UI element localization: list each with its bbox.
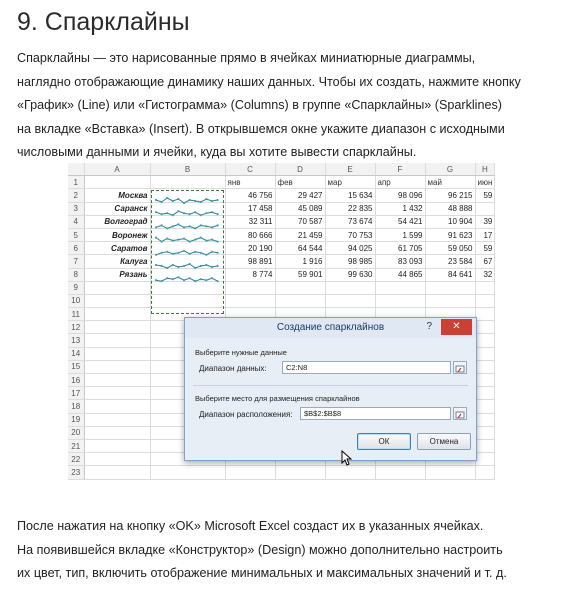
row-header[interactable]: 5 — [68, 228, 84, 241]
cell[interactable] — [375, 294, 425, 307]
data-range-input[interactable]: C2:N8 — [282, 361, 451, 374]
cell[interactable] — [84, 426, 150, 439]
value-cell[interactable]: 67 — [475, 255, 495, 268]
column-header[interactable]: A — [84, 163, 150, 176]
sparkline-marker — [166, 251, 168, 253]
sparkline-marker — [155, 211, 157, 213]
cell[interactable] — [475, 426, 495, 439]
page-title: 9. Спарклайны — [17, 8, 190, 36]
sparkline-marker — [161, 213, 163, 215]
cell[interactable] — [475, 400, 495, 413]
sparkline-marker — [172, 214, 174, 216]
mouse-pointer-icon — [340, 450, 352, 466]
sparkline-marker — [161, 224, 163, 226]
sparkline-marker — [194, 239, 196, 241]
sheet-row — [68, 176, 495, 189]
sparkline-marker — [205, 225, 207, 227]
sparkline-marker — [166, 277, 168, 279]
sparkline-marker — [205, 279, 207, 281]
cell[interactable] — [84, 360, 150, 373]
sheet-row — [68, 294, 495, 307]
city-cell[interactable]: Рязань — [84, 268, 150, 281]
sparkline-marker — [217, 199, 219, 201]
value-cell[interactable]: 1 599 — [375, 228, 425, 241]
value-cell[interactable]: 54 421 — [375, 215, 425, 228]
value-cell[interactable]: 73 674 — [325, 215, 375, 228]
sparkline-marker — [177, 239, 179, 241]
cell[interactable] — [84, 400, 150, 413]
value-cell[interactable]: 94 025 — [325, 242, 375, 255]
sparkline-marker — [189, 225, 191, 227]
sparkline-marker — [217, 241, 219, 243]
sparkline-marker — [161, 201, 163, 203]
cell[interactable] — [84, 439, 150, 452]
sparkline-marker — [172, 200, 174, 202]
outro-line: После нажатия на кнопку «OK» Microsoft Excel создаст их в указанных ячейках. — [17, 519, 484, 533]
value-cell[interactable]: 59 — [475, 242, 495, 255]
cell[interactable] — [475, 439, 495, 452]
sparkline-marker — [155, 264, 157, 266]
value-cell[interactable]: 59 901 — [275, 268, 325, 281]
cell[interactable] — [325, 281, 375, 294]
month-header-cell[interactable]: май — [425, 176, 475, 189]
value-cell[interactable]: 32 — [475, 268, 495, 281]
location-range-input[interactable]: $B$2:$B$8 — [300, 407, 451, 420]
sparkline-marker — [161, 252, 163, 254]
value-cell[interactable]: 46 756 — [225, 189, 275, 202]
city-cell[interactable]: Саратов — [84, 242, 150, 255]
outro-paragraph — [17, 515, 507, 586]
sparkline-marker — [200, 278, 202, 280]
sparkline-marker — [205, 254, 207, 256]
sheet-row — [68, 228, 495, 241]
sparkline-marker — [183, 250, 185, 252]
range-picker-icon[interactable] — [453, 361, 467, 374]
row-header[interactable]: 19 — [68, 413, 84, 426]
value-cell[interactable]: 99 630 — [325, 268, 375, 281]
location-group-label: Выберите место для размещения спарклайнов — [195, 394, 360, 403]
column-header[interactable]: E — [325, 163, 375, 176]
sparkline-marker — [217, 213, 219, 215]
sheet-row — [68, 189, 495, 202]
value-cell[interactable]: 98 985 — [325, 255, 375, 268]
cell[interactable] — [84, 321, 150, 334]
cell[interactable] — [475, 360, 495, 373]
sparkline-marker — [183, 238, 185, 240]
row-header[interactable]: 6 — [68, 242, 84, 255]
sheet-row — [68, 215, 495, 228]
sparkline-line — [156, 224, 218, 228]
cell[interactable] — [375, 281, 425, 294]
sparkline-marker — [194, 200, 196, 202]
sheet-row — [68, 255, 495, 268]
sparkline-marker — [217, 280, 219, 282]
cell[interactable] — [84, 334, 150, 347]
sparkline-marker — [189, 277, 191, 279]
value-cell[interactable]: 98 891 — [225, 255, 275, 268]
cancel-button[interactable]: Отмена — [417, 433, 471, 450]
cell[interactable] — [475, 413, 495, 426]
sparkline-marker — [172, 225, 174, 227]
sparkline-marker — [211, 266, 213, 268]
city-cell[interactable]: Калуга — [84, 255, 150, 268]
cell[interactable] — [84, 281, 150, 294]
column-header[interactable]: G — [425, 163, 475, 176]
sparkline-marker — [211, 226, 213, 228]
sparkline-line — [156, 198, 218, 203]
value-cell[interactable]: 96 215 — [425, 189, 475, 202]
row-header[interactable]: 8 — [68, 268, 84, 281]
cell[interactable] — [275, 281, 325, 294]
sheet-row — [68, 281, 495, 294]
cell[interactable] — [475, 347, 495, 360]
month-header-cell[interactable]: янв — [225, 176, 275, 189]
cell[interactable] — [84, 374, 150, 387]
intro-line: Спарклайны — это нарисованные прямо в ячейках миниатюрные диаграммы, — [17, 51, 476, 65]
sparkline-marker — [205, 212, 207, 214]
cell[interactable] — [225, 281, 275, 294]
column-header[interactable]: H — [475, 163, 495, 176]
sparkline-marker — [183, 265, 185, 267]
sparkline-marker — [172, 278, 174, 280]
location-range-label: Диапазон расположения: — [199, 410, 293, 419]
row-header[interactable]: 1 — [68, 176, 84, 189]
sparkline-marker — [155, 199, 157, 201]
value-cell[interactable]: 48 888 — [425, 202, 475, 215]
value-cell[interactable]: 21 459 — [275, 228, 325, 241]
cell[interactable] — [475, 294, 495, 307]
cell[interactable] — [275, 294, 325, 307]
sparkline-marker — [189, 253, 191, 255]
value-cell[interactable]: 70 753 — [325, 228, 375, 241]
sparkline-marker — [211, 200, 213, 202]
cell[interactable] — [475, 321, 495, 334]
sparkline-marker — [155, 279, 157, 281]
sparkline-marker — [217, 252, 219, 254]
sparkline-marker — [166, 227, 168, 229]
sheet-row — [68, 202, 495, 215]
sparkline-chart — [152, 191, 223, 313]
cell[interactable] — [475, 334, 495, 347]
cell[interactable] — [84, 308, 150, 321]
intro-line: «График» (Line) или «Гистограмма» (Columns) в группе «Спарклайны» (Sparklines) — [17, 98, 502, 112]
value-cell[interactable]: 59 — [475, 189, 495, 202]
month-header-cell[interactable]: июн — [475, 176, 495, 189]
cell[interactable] — [150, 176, 225, 189]
sparkline-line — [156, 251, 218, 255]
cell[interactable] — [475, 453, 495, 466]
sparkline-marker — [161, 280, 163, 282]
sparkline-marker — [177, 252, 179, 254]
value-cell[interactable] — [475, 202, 495, 215]
cell[interactable] — [475, 281, 495, 294]
intro-paragraph — [17, 47, 521, 165]
row-header[interactable]: 22 — [68, 453, 84, 466]
sparkline-marker — [211, 211, 213, 213]
cell[interactable] — [375, 466, 425, 479]
value-cell[interactable]: 83 093 — [375, 255, 425, 268]
sparkline-marker — [172, 253, 174, 255]
column-header[interactable]: D — [275, 163, 325, 176]
value-cell[interactable]: 22 835 — [325, 202, 375, 215]
sparkline-marker — [217, 265, 219, 267]
cell[interactable] — [84, 294, 150, 307]
cell[interactable] — [84, 387, 150, 400]
value-cell[interactable]: 10 904 — [425, 215, 475, 228]
row-header[interactable]: 21 — [68, 439, 84, 452]
city-cell[interactable]: Волгоград — [84, 215, 150, 228]
cell[interactable] — [475, 374, 495, 387]
intro-line: наглядно отображающие динамику наших данных. Чтобы их создать, нажмите кнопку — [17, 74, 521, 89]
value-cell[interactable]: 45 089 — [275, 202, 325, 215]
dialog-title: Создание спарклайнов — [276, 322, 385, 333]
sparkline-marker — [200, 252, 202, 254]
cell[interactable] — [425, 466, 475, 479]
sparkline-marker — [189, 263, 191, 265]
row-header[interactable]: 16 — [68, 374, 84, 387]
value-cell[interactable]: 91 623 — [425, 228, 475, 241]
sheet-row — [68, 466, 495, 479]
sparkline-line — [156, 211, 218, 215]
sparkline-line — [156, 264, 218, 268]
column-header[interactable]: B — [150, 163, 225, 176]
sparkline-marker — [177, 198, 179, 200]
sparkline-marker — [194, 227, 196, 229]
month-header-cell[interactable]: мар — [325, 176, 375, 189]
intro-line: на вкладке «Вставка» (Insert). В открывшемся окне укажите диапазон с исходными — [17, 121, 505, 136]
sparkline-marker — [172, 240, 174, 242]
cell[interactable] — [84, 453, 150, 466]
sparkline-marker — [194, 251, 196, 253]
sparkline-range — [151, 190, 224, 314]
cell[interactable] — [425, 294, 475, 307]
range-picker-icon[interactable] — [453, 407, 467, 420]
sparkline-marker — [183, 279, 185, 281]
row-header[interactable]: 20 — [68, 426, 84, 439]
value-cell[interactable]: 15 634 — [325, 189, 375, 202]
dialog-divider — [193, 385, 468, 386]
sparkline-marker — [200, 214, 202, 216]
cell[interactable] — [475, 387, 495, 400]
sparkline-marker — [189, 199, 191, 201]
cell[interactable] — [84, 347, 150, 360]
sparkline-marker — [183, 226, 185, 228]
sparkline-marker — [200, 265, 202, 267]
outro-line: их цвет, тип, включить отображение минимальных и максимальных значений и т. д. — [17, 566, 507, 580]
row-header[interactable]: 9 — [68, 281, 84, 294]
help-button[interactable]: ? — [426, 321, 432, 332]
cell[interactable] — [84, 466, 150, 479]
sparkline-marker — [189, 241, 191, 243]
column-header[interactable]: F — [375, 163, 425, 176]
row-header[interactable]: 17 — [68, 387, 84, 400]
data-group-label: Выберите нужные данные — [195, 348, 287, 357]
sparkline-marker — [200, 201, 202, 203]
create-sparklines-dialog — [184, 317, 477, 461]
sheet-row — [68, 268, 495, 281]
close-button[interactable]: ✕ — [441, 319, 472, 335]
value-cell[interactable]: 98 096 — [375, 189, 425, 202]
city-cell[interactable]: Воронеж — [84, 228, 150, 241]
sparkline-marker — [172, 264, 174, 266]
row-header[interactable]: 14 — [68, 347, 84, 360]
sparkline-marker — [205, 198, 207, 200]
sparkline-marker — [155, 237, 157, 239]
cell[interactable] — [84, 176, 150, 189]
sparkline-line — [156, 277, 218, 281]
sparkline-line — [156, 238, 218, 242]
sparkline-marker — [166, 197, 168, 199]
sparkline-marker — [194, 267, 196, 269]
outro-line: На появившейся вкладке «Конструктор» (Design) можно дополнительно настроить — [17, 542, 503, 557]
value-cell[interactable]: 32 311 — [225, 215, 275, 228]
value-cell[interactable]: 1 916 — [275, 255, 325, 268]
sheet-row — [68, 242, 495, 255]
sparkline-marker — [177, 223, 179, 225]
value-cell[interactable]: 20 190 — [225, 242, 275, 255]
sparkline-marker — [189, 213, 191, 215]
sparkline-marker — [161, 241, 163, 243]
sparkline-marker — [211, 277, 213, 279]
sparkline-marker — [183, 202, 185, 204]
value-cell[interactable]: 23 584 — [425, 255, 475, 268]
value-cell[interactable]: 39 — [475, 215, 495, 228]
sparkline-marker — [217, 224, 219, 226]
sparkline-marker — [200, 224, 202, 226]
cell[interactable] — [325, 466, 375, 479]
cell[interactable] — [475, 466, 495, 479]
row-header[interactable]: 10 — [68, 294, 84, 307]
row-header[interactable]: 15 — [68, 360, 84, 373]
value-cell[interactable]: 80 666 — [225, 228, 275, 241]
cell[interactable] — [325, 294, 375, 307]
value-cell[interactable]: 59 050 — [425, 242, 475, 255]
cell[interactable] — [475, 308, 495, 321]
value-cell[interactable]: 64 544 — [275, 242, 325, 255]
value-cell[interactable]: 44 865 — [375, 268, 425, 281]
sparkline-marker — [183, 212, 185, 214]
data-range-label: Диапазон данных: — [199, 364, 267, 373]
sparkline-marker — [211, 239, 213, 241]
sparkline-marker — [205, 240, 207, 242]
sparkline-marker — [166, 212, 168, 214]
row-header[interactable]: 23 — [68, 466, 84, 479]
cell[interactable] — [225, 466, 275, 479]
row-header[interactable]: 11 — [68, 308, 84, 321]
cell[interactable] — [225, 294, 275, 307]
sparkline-marker — [177, 276, 179, 278]
row-header[interactable]: 7 — [68, 255, 84, 268]
cell[interactable] — [425, 281, 475, 294]
excel-screenshot — [68, 163, 501, 493]
sparkline-marker — [166, 238, 168, 240]
ok-button[interactable]: ОК — [357, 433, 411, 450]
value-cell[interactable]: 84 641 — [425, 268, 475, 281]
column-header[interactable]: C — [225, 163, 275, 176]
sparkline-marker — [205, 264, 207, 266]
value-cell[interactable]: 29 427 — [275, 189, 325, 202]
sparkline-marker — [161, 265, 163, 267]
value-cell[interactable]: 8 774 — [225, 268, 275, 281]
row-header[interactable]: 12 — [68, 321, 84, 334]
sparkline-marker — [194, 280, 196, 282]
row-header[interactable]: 13 — [68, 334, 84, 347]
value-cell[interactable]: 1 432 — [375, 202, 425, 215]
row-header[interactable]: 3 — [68, 202, 84, 215]
intro-line: числовыми данными и ячейки, куда вы хотите вывести спарклайны. — [17, 145, 417, 159]
sparkline-marker — [211, 251, 213, 253]
row-header[interactable]: 18 — [68, 400, 84, 413]
sparkline-marker — [155, 226, 157, 228]
corner-cell[interactable] — [68, 163, 84, 176]
value-cell[interactable]: 17 458 — [225, 202, 275, 215]
month-header-cell[interactable]: апр — [375, 176, 425, 189]
sparkline-marker — [177, 210, 179, 212]
value-cell[interactable]: 17 — [475, 228, 495, 241]
sparkline-marker — [155, 254, 157, 256]
value-cell[interactable]: 61 705 — [375, 242, 425, 255]
row-header[interactable]: 4 — [68, 215, 84, 228]
sparkline-marker — [166, 267, 168, 269]
sparkline-marker — [194, 211, 196, 213]
row-header[interactable]: 2 — [68, 189, 84, 202]
city-cell[interactable]: Москва — [84, 189, 150, 202]
city-cell[interactable]: Саранск — [84, 202, 150, 215]
value-cell[interactable]: 70 587 — [275, 215, 325, 228]
cell[interactable] — [150, 466, 225, 479]
sparkline-marker — [200, 237, 202, 239]
month-header-cell[interactable]: фев — [275, 176, 325, 189]
sparkline-marker — [177, 266, 179, 268]
cell[interactable] — [84, 413, 150, 426]
column-header-row — [68, 163, 495, 176]
cell[interactable] — [275, 466, 325, 479]
